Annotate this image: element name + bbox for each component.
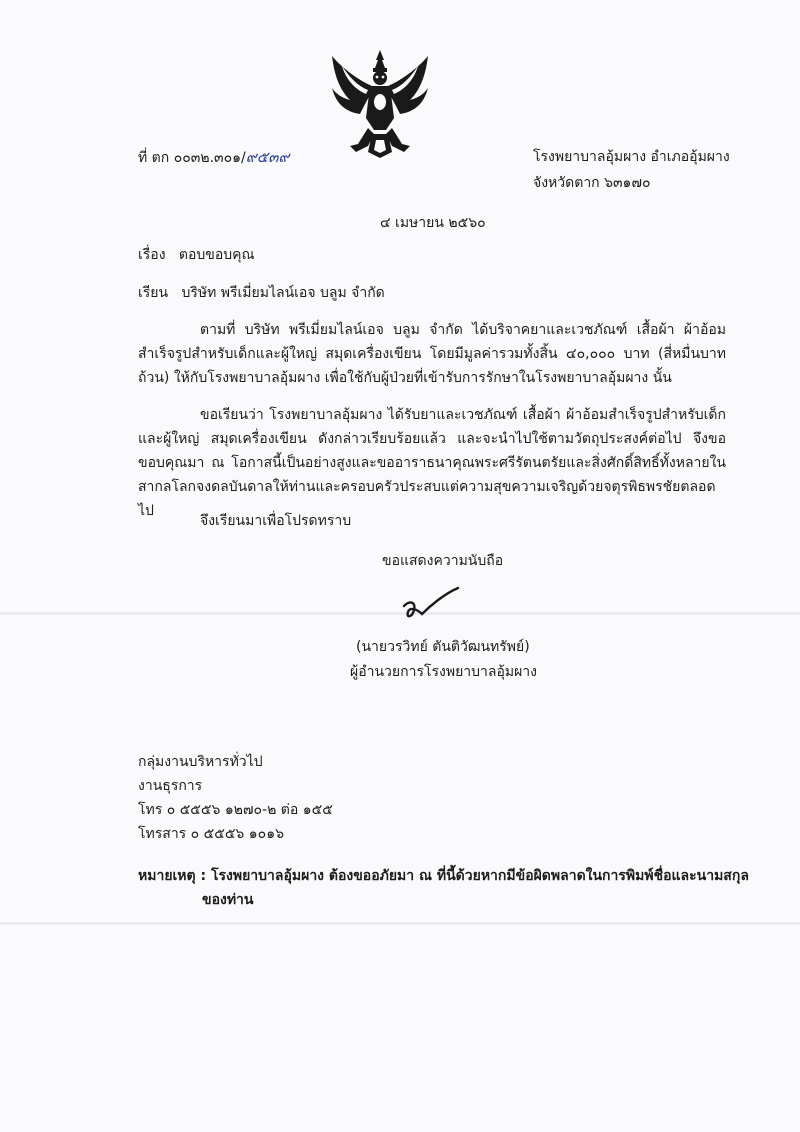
garuda-emblem-icon <box>328 48 432 160</box>
recipient-text: บริษัท พรีเมี่ยมไลน์เอจ บลูม จำกัด <box>181 285 385 301</box>
subject-line <box>138 246 255 264</box>
subject-label: เรื่อง <box>138 247 166 263</box>
department-group: กลุ่มงานบริหารทั่วไป <box>138 754 263 770</box>
reference-line <box>138 148 289 167</box>
complimentary-close: ขอแสดงความนับถือ <box>382 553 504 569</box>
recipient-label: เรียน <box>138 285 169 301</box>
reference-prefix: ที่ ตก ๐๐๓๒.๓๐๑/ <box>138 150 246 166</box>
note-line-1 <box>138 867 749 885</box>
reference-handwritten-number: ๙๕๓๙ <box>245 148 290 166</box>
recipient-line <box>138 284 385 302</box>
note-text: โรงพยาบาลอุ้มผาง ต้องขออภัยมา ณ ที่นี้ด้วยหากมีข้อผิดพลาดในการพิมพ์ชื่อและนามสกุล <box>210 868 749 884</box>
note-line-2: ของท่าน <box>202 892 254 908</box>
letter-date: ๔ เมษายน ๒๕๖๐ <box>380 215 486 231</box>
body-paragraph-2: ขอเรียนว่า โรงพยาบาลอุ้มผาง ได้รับยาและเวชภัณฑ์ เสื้อผ้า ผ้าอ้อมสำเร็จรูปสำหรับเด็กและผู้ใหญ่ สมุดเครื่องเขียน ดังกล่าวเรียบร้อยแล้ว และจะนำไปใช้ตามวัตถุประสงค์ต่อไป จึงขอขอบคุณมา ณ โอกาสนี้เป็นอย่างสูงและขออาราธนาคุณพระศรีรัตนตรัยและสิ่งศักดิ์สิทธิ์ทั้งหลายในสากลโลกจงดลบันดาลให้ท่านและครอบครัวประสบแต่ความสุขความเจริญด้วยจตุรพิธพรชัยตลอดไป <box>138 407 726 519</box>
department-section: งานธุรการ <box>138 778 203 794</box>
closing-request: จึงเรียนมาเพื่อโปรดทราบ <box>200 513 352 529</box>
sender-line-2: จังหวัดตาก ๖๓๑๗๐ <box>533 175 651 191</box>
paper-fold <box>0 922 800 925</box>
department-phone: โทร ๐ ๕๕๕๖ ๑๒๗๐-๒ ต่อ ๑๕๕ <box>138 802 333 818</box>
subject-text: ตอบขอบคุณ <box>178 247 255 263</box>
signature-icon <box>396 584 462 624</box>
note-label: หมายเหตุ : <box>138 868 207 884</box>
sender-line-1: โรงพยาบาลอุ้มผาง อำเภออุ้มผาง <box>533 149 730 165</box>
body-paragraph-1: ตามที่ บริษัท พรีเมี่ยมไลน์เอจ บลูม จำกัด ได้บริจาคยาและเวชภัณฑ์ เสื้อผ้า ผ้าอ้อมสำเร็จรูปสำหรับเด็กและผู้ใหญ่ สมุดเครื่องเขียน โดยมีมูลค่ารวมทั้งสิ้น ๔๐,๐๐๐ บาท (สี่หมื่นบาทถ้วน) ให้กับโรงพยาบาลอุ้มผาง เพื่อใช้กับผู้ป่วยที่เข้ารับการรักษาในโรงพยาบาลอุ้มผาง นั้น <box>138 322 726 386</box>
department-fax: โทรสาร ๐ ๕๕๕๖ ๑๐๑๖ <box>138 826 284 842</box>
signatory-position: ผู้อำนวยการโรงพยาบาลอุ้มผาง <box>350 664 537 680</box>
signatory-name: (นายวรวิทย์ ตันติวัฒนทรัพย์) <box>356 639 530 655</box>
